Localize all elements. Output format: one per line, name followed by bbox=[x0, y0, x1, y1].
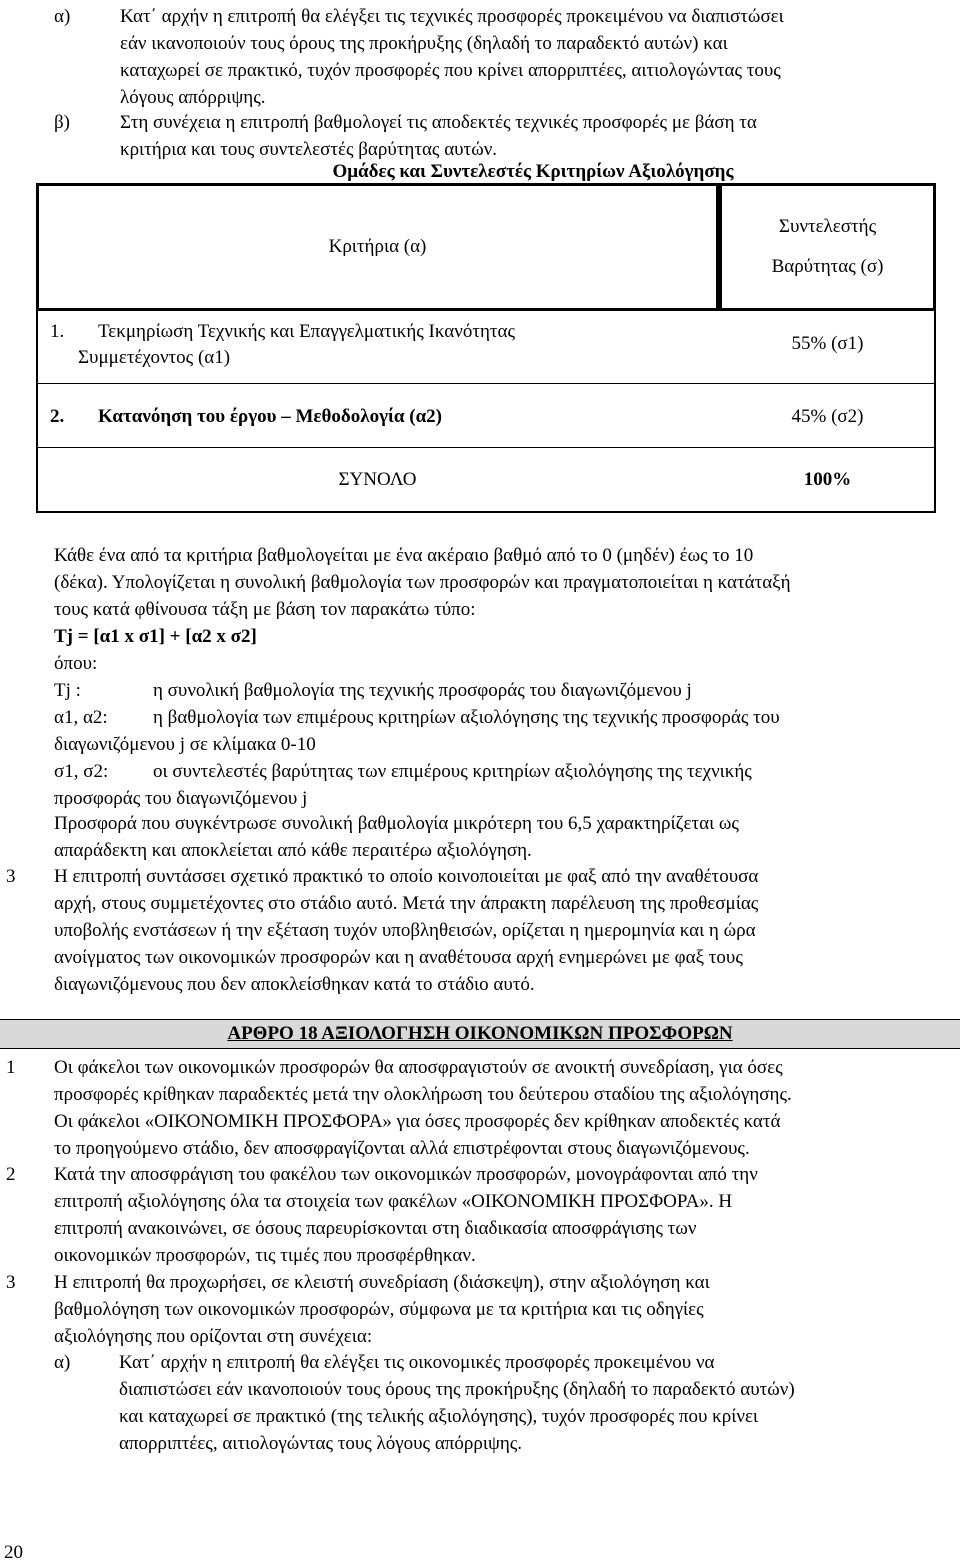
item3-number: 3 bbox=[6, 866, 16, 887]
intro-item-a bbox=[0, 0, 960, 110]
art-p2-line: επιτροπή ανακοινώνει, σε όσους παρευρίσκονται στη διαδικασία αποσφράγισης των bbox=[54, 1218, 697, 1239]
item3-line: διαγωνιζόμενους που δεν αποκλείσθηκαν κατά το στάδιο αυτό. bbox=[54, 974, 535, 995]
intro-item-b-line: Στη συνέχεια η επιτροπή βαθμολογεί τις αποδεκτές τεχνικές προσφορές με βάση τα bbox=[120, 112, 757, 133]
row1-weight: 55% (σ1) bbox=[791, 333, 864, 354]
art-p2-number: 2 bbox=[6, 1164, 16, 1185]
row2-number: 2. bbox=[50, 406, 65, 427]
art-p3-sub-a-line: Κατ΄ αρχήν η επιτροπή θα ελέγξει τις οικονομικές προσφορές προκειμένου να bbox=[119, 1352, 715, 1373]
art-p2-line: οικονομικών προσφορών, τις τιμές που προσφέρθηκαν. bbox=[54, 1245, 476, 1266]
art-p3-sub-a-line: και καταχωρεί σε πρακτικό (της τελικής αξιολόγησης), τυχόν προσφορές που κρίνει bbox=[119, 1406, 759, 1427]
item3-line: Η επιτροπή συντάσσει σχετικό πρακτικό το οποίο κοινοποιείται με φαξ από την αναθέτουσα bbox=[54, 866, 759, 887]
intro-item-b-label: β) bbox=[54, 112, 70, 133]
art-p3-sub-a-label: α) bbox=[54, 1352, 71, 1373]
intro-item-a-line: καταχωρεί σε πρακτικό, τυχόν προσφορές που κρίνει απορριπτέες, αιτιολογώντας τους bbox=[120, 60, 781, 81]
table-title: Ομάδες και Συντελεστές Κριτηρίων Αξιολόγησης bbox=[332, 161, 734, 182]
def-s-text: οι συντελεστές βαρύτητας των επιμέρους κριτηρίων αξιολόγησης της τεχνικής bbox=[153, 761, 752, 782]
def-s-cont: προσφοράς του διαγωνιζόμενου j bbox=[54, 788, 308, 809]
def-a-text: η βαθμολογία των επιμέρους κριτηρίων αξιολόγησης της τεχνικής προσφοράς του bbox=[153, 707, 780, 728]
row1-number: 1. bbox=[50, 321, 65, 342]
intro-item-b-line: κριτήρια και τους συντελεστές βαρύτητας αυτών. bbox=[120, 139, 498, 160]
page-number: 20 bbox=[4, 1542, 23, 1563]
criteria-table bbox=[36, 183, 936, 513]
art-p3-line: αξιολόγησης που ορίζονται στη συνέχεια: bbox=[54, 1326, 373, 1347]
row1-label-line1: Τεκμηρίωση Τεχνικής και Επαγγελματικής Ικανότητας bbox=[98, 321, 516, 342]
art-p1-number: 1 bbox=[6, 1057, 16, 1078]
art-p2-line: Κατά την αποσφράγιση του φακέλου των οικονομικών προσφορών, μονογράφονται από την bbox=[54, 1164, 758, 1185]
threshold-line: Προσφορά που συγκέντρωσε συνολική βαθμολογία μικρότερη του 6,5 χαρακτηρίζεται ως bbox=[54, 813, 739, 834]
total-label: ΣΥΝΟΛΟ bbox=[338, 469, 417, 490]
article-18-title: ΑΡΘΡΟ 18 ΑΞΙΟΛΟΓΗΣΗ ΟΙΚΟΝΟΜΙΚΩΝ ΠΡΟΣΦΟΡΩΝ bbox=[227, 1023, 733, 1044]
scoring-line: τους κατά φθίνουσα τάξη με βάση τον παρακάτω τύπο: bbox=[54, 599, 476, 620]
intro-item-a-line: εάν ικανοποιούν τους όρους της προκήρυξης (δηλαδή το παραδεκτό αυτών) και bbox=[120, 33, 728, 54]
art-p1-line: προσφορές κρίθηκαν παραδεκτές μετά την ολοκλήρωση του δεύτερου σταδίου της αξιολόγησης. bbox=[54, 1084, 792, 1105]
row-divider bbox=[36, 447, 936, 448]
row-divider bbox=[36, 383, 936, 384]
row2-label: Κατανόηση του έργου – Μεθοδολογία (α2) bbox=[98, 406, 442, 427]
header-weight-cell bbox=[719, 183, 936, 311]
intro-item-a-line: λόγους απόρριψης. bbox=[120, 87, 266, 108]
total-value: 100% bbox=[803, 469, 852, 490]
scoring-line: Κάθε ένα από τα κριτήρια βαθμολογείται με ένα ακέραιο βαθμό από το 0 (μηδέν) έως το 10 bbox=[54, 545, 754, 566]
art-p3-line: Η επιτροπή θα προχωρήσει, σε κλειστή συνεδρίαση (διάσκεψη), στην αξιολόγηση και bbox=[54, 1272, 710, 1293]
threshold-line: απαράδεκτη και αποκλείεται από κάθε περαιτέρω αξιολόγηση. bbox=[54, 840, 532, 861]
item3-line: ανοίγματος των οικονομικών προσφορών και η αναθέτουσα αρχή ενημερώνει με φαξ τους bbox=[54, 947, 743, 968]
art-p3-sub-a-line: διαπιστώσει εάν ικανοποιούν τους όρους της προκήρυξης (δηλαδή το παραδεκτό αυτών) bbox=[119, 1379, 795, 1400]
header-weight-line2: Βαρύτητας (σ) bbox=[771, 256, 884, 277]
art-p3-number: 3 bbox=[6, 1272, 16, 1293]
header-criteria: Κριτήρια (α) bbox=[328, 235, 427, 257]
art-p3-sub-a-line: απορριπτέες, αιτιολογώντας τους λόγους απόρριψης. bbox=[119, 1433, 523, 1454]
header-weight-line1: Συντελεστής bbox=[778, 215, 877, 237]
def-s-term: σ1, σ2: bbox=[54, 761, 109, 782]
scoring-line: (δέκα). Υπολογίζεται η συνολική βαθμολογία των προσφορών και πραγματοποιείται η κατάταξή bbox=[54, 572, 791, 593]
art-p2-line: επιτροπή αξιολόγησης όλα τα στοιχεία των φακέλων «ΟΙΚΟΝΟΜΙΚΗ ΠΡΟΣΦΟΡΑ». Η bbox=[54, 1191, 733, 1212]
art-p1-line: Οι φάκελοι «ΟΙΚΟΝΟΜΙΚΗ ΠΡΟΣΦΟΡΑ» για όσες προσφορές δεν κρίθηκαν αποδεκτές κατά bbox=[54, 1111, 781, 1132]
def-tj-text: η συνολική βαθμολογία της τεχνικής προσφοράς του διαγωνιζόμενου j bbox=[153, 680, 692, 701]
art-p3-line: βαθμολόγηση των οικονομικών προσφορών, σύμφωνα με τα κριτήρια και τις οδηγίες bbox=[54, 1299, 704, 1320]
def-a-cont: διαγωνιζόμενου j σε κλίμακα 0-10 bbox=[54, 734, 316, 755]
item3-line: υποβολής ενστάσεων ή την εξέταση τυχόν υποβληθεισών, ορίζεται η ημερομηνία και η ώρα bbox=[54, 920, 756, 941]
row2-weight: 45% (σ2) bbox=[791, 406, 864, 427]
intro-item-a-label: α) bbox=[54, 6, 71, 27]
art-p1-line: Οι φάκελοι των οικονομικών προσφορών θα αποσφραγιστούν σε ανοικτή συνεδρίαση, για όσες bbox=[54, 1057, 783, 1078]
def-a-term: α1, α2: bbox=[54, 707, 108, 728]
header-criteria-cell bbox=[36, 183, 719, 311]
intro-item-a-line: Κατ΄ αρχήν η επιτροπή θα ελέγξει τις τεχνικές προσφορές προκειμένου να διαπιστώσει bbox=[120, 6, 784, 27]
item3-line: αρχή, στους συμμετέχοντες στο στάδιο αυτό. Μετά την άπρακτη παρέλευση της προθεσμίας bbox=[54, 893, 759, 914]
where-label: όπου: bbox=[54, 653, 98, 674]
row1-label-line2: Συμμετέχοντος (α1) bbox=[78, 347, 231, 368]
art-p1-line: το προηγούμενο στάδιο, δεν αποσφραγίζονται αλλά επιστρέφονται στους διαγωνιζόμενους. bbox=[54, 1138, 750, 1159]
def-tj-term: Tj : bbox=[54, 680, 81, 701]
formula: Tj = [α1 x σ1] + [α2 x σ2] bbox=[54, 626, 257, 647]
